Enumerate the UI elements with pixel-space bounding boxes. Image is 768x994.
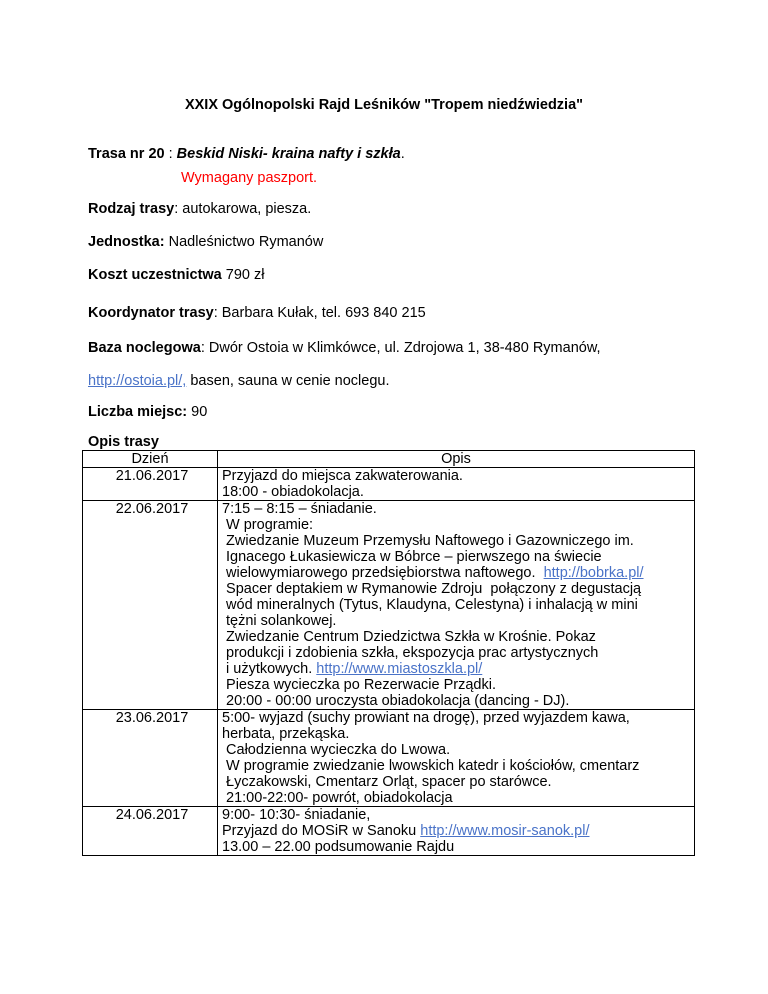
- base-value: : Dwór Ostoia w Klimkówce, ul. Zdrojowa 1, 38-480 Rymanów,: [200, 340, 601, 356]
- description-text: herbata, przekąska.: [222, 726, 350, 742]
- coordinator-value: : Barbara Kułak, tel. 693 840 215: [213, 305, 426, 321]
- table-row: [83, 807, 695, 856]
- description-text: wód mineralnych (Tytus, Klaudyna, Celestyna) i inhalacją w mini: [222, 597, 638, 613]
- places-label: Liczba miejsc:: [88, 404, 188, 420]
- description-link[interactable]: http://bobrka.pl/: [543, 565, 644, 581]
- description-line: [222, 790, 694, 806]
- passport-note: Wymagany paszport.: [181, 170, 318, 186]
- description-text: Zwiedzanie Muzeum Przemysłu Naftowego i Gazowniczego im.: [222, 533, 634, 549]
- table-row: [83, 501, 695, 710]
- description-text: 20:00 - 00:00 uroczysta obiadokolacja (dancing - DJ).: [222, 693, 570, 709]
- unit-label: Jednostka:: [88, 234, 165, 250]
- description-line: [222, 549, 694, 565]
- base-label: Baza noclegowa: [88, 340, 201, 356]
- description-line: [222, 629, 694, 645]
- description-line: [222, 613, 694, 629]
- description-text: W programie zwiedzanie lwowskich katedr i kościołów, cmentarz: [222, 758, 640, 774]
- description-line: [222, 774, 694, 790]
- description-line: [222, 693, 694, 709]
- description-line: [222, 726, 694, 742]
- description-line: [222, 597, 694, 613]
- description-line: [222, 758, 694, 774]
- description-text: i użytkowych.: [222, 661, 317, 677]
- column-header-day: Dzień: [83, 451, 218, 468]
- route-label: Trasa nr 20: [88, 146, 165, 162]
- description-text: produkcji i zdobienia szkła, ekspozycja prac artystycznych: [222, 645, 599, 661]
- description-text: W programie:: [222, 517, 314, 533]
- description-label: Opis trasy: [88, 434, 159, 450]
- trip-type-line: [88, 200, 311, 218]
- page-title: XXIX Ogólnopolski Rajd Leśników "Tropem niedźwiedzia": [184, 97, 584, 113]
- description-text: Ignacego Łukasiewicza w Bóbrce – pierwszego na świecie: [222, 549, 602, 565]
- description-line: [222, 742, 694, 758]
- table-row: [83, 710, 695, 807]
- unit-value: Nadleśnictwo Rymanów: [164, 234, 324, 250]
- description-heading: [88, 434, 159, 450]
- description-cell: [218, 468, 695, 501]
- trip-type-label: Rodzaj trasy: [88, 201, 175, 217]
- description-line: [222, 484, 694, 500]
- itinerary-body: [83, 468, 695, 856]
- description-line: [222, 501, 694, 517]
- description-line: [222, 839, 694, 855]
- route-name: Beskid Niski- kraina nafty i szkła: [176, 146, 401, 162]
- description-text: 9:00- 10:30- śniadanie,: [222, 807, 371, 823]
- description-text: Całodzienna wycieczka do Lwowa.: [222, 742, 451, 758]
- description-cell: [218, 710, 695, 807]
- description-line: [222, 581, 694, 597]
- description-text: tężni solankowej.: [222, 613, 337, 629]
- description-link[interactable]: http://www.miastoszkla.pl/: [316, 661, 483, 677]
- description-text: 18:00 - obiadokolacja.: [222, 484, 364, 500]
- description-text: Piesza wycieczka po Rezerwacie Prządki.: [222, 677, 496, 693]
- day-cell: 21.06.2017: [83, 468, 218, 501]
- base-link-line: [88, 372, 390, 390]
- cost-line: [88, 266, 264, 284]
- description-line: [222, 710, 694, 726]
- description-line: [222, 807, 694, 823]
- cost-label: Koszt uczestnictwa: [88, 267, 222, 283]
- description-cell: [218, 807, 695, 856]
- description-cell: [218, 501, 695, 710]
- cost-value: 790 zł: [221, 267, 265, 283]
- base-link[interactable]: http://ostoia.pl/,: [88, 373, 187, 389]
- table-header-row: [83, 451, 695, 468]
- description-text: Przyjazd do MOSiR w Sanoku: [222, 823, 421, 839]
- places-value: 90: [187, 404, 208, 420]
- base-extra: basen, sauna w cenie noclegu.: [186, 373, 390, 389]
- base-line: [88, 339, 601, 357]
- description-line: [222, 823, 694, 839]
- description-text: Spacer deptakiem w Rymanowie Zdroju połączony z degustacją: [222, 581, 642, 597]
- description-line: [222, 468, 694, 484]
- table-row: [83, 468, 695, 501]
- description-text: wielowymiarowego przedsiębiorstwa naftowego.: [222, 565, 544, 581]
- coordinator-label: Koordynator trasy: [88, 305, 214, 321]
- description-link[interactable]: http://www.mosir-sanok.pl/: [420, 823, 590, 839]
- trip-type-value: : autokarowa, piesza.: [174, 201, 312, 217]
- description-text: 13.00 – 22.00 podsumowanie Rajdu: [222, 839, 455, 855]
- description-text: Łyczakowski, Cmentarz Orląt, spacer po starówce.: [222, 774, 552, 790]
- day-cell: 22.06.2017: [83, 501, 218, 710]
- description-text: Zwiedzanie Centrum Dziedzictwa Szkła w Krośnie. Pokaz: [222, 629, 596, 645]
- day-cell: 23.06.2017: [83, 710, 218, 807]
- places-line: [88, 403, 207, 421]
- description-line: [222, 533, 694, 549]
- description-line: [222, 645, 694, 661]
- description-line: [222, 517, 694, 533]
- description-line: [222, 565, 694, 581]
- description-text: 21:00-22:00- powrót, obiadokolacja: [222, 790, 453, 806]
- description-line: [222, 677, 694, 693]
- route-separator: :: [164, 146, 177, 162]
- description-text: 5:00- wyjazd (suchy prowiant na drogę), przed wyjazdem kawa,: [222, 710, 630, 726]
- itinerary-table: [82, 450, 695, 856]
- coordinator-line: [88, 304, 426, 322]
- description-text: Przyjazd do miejsca zakwaterowania.: [222, 468, 463, 484]
- route-end: .: [400, 146, 405, 162]
- description-line: [222, 661, 694, 677]
- column-header-description: Opis: [218, 451, 695, 468]
- route-line: [88, 145, 405, 163]
- description-text: 7:15 – 8:15 – śniadanie.: [222, 501, 377, 517]
- unit-line: [88, 233, 323, 251]
- day-cell: 24.06.2017: [83, 807, 218, 856]
